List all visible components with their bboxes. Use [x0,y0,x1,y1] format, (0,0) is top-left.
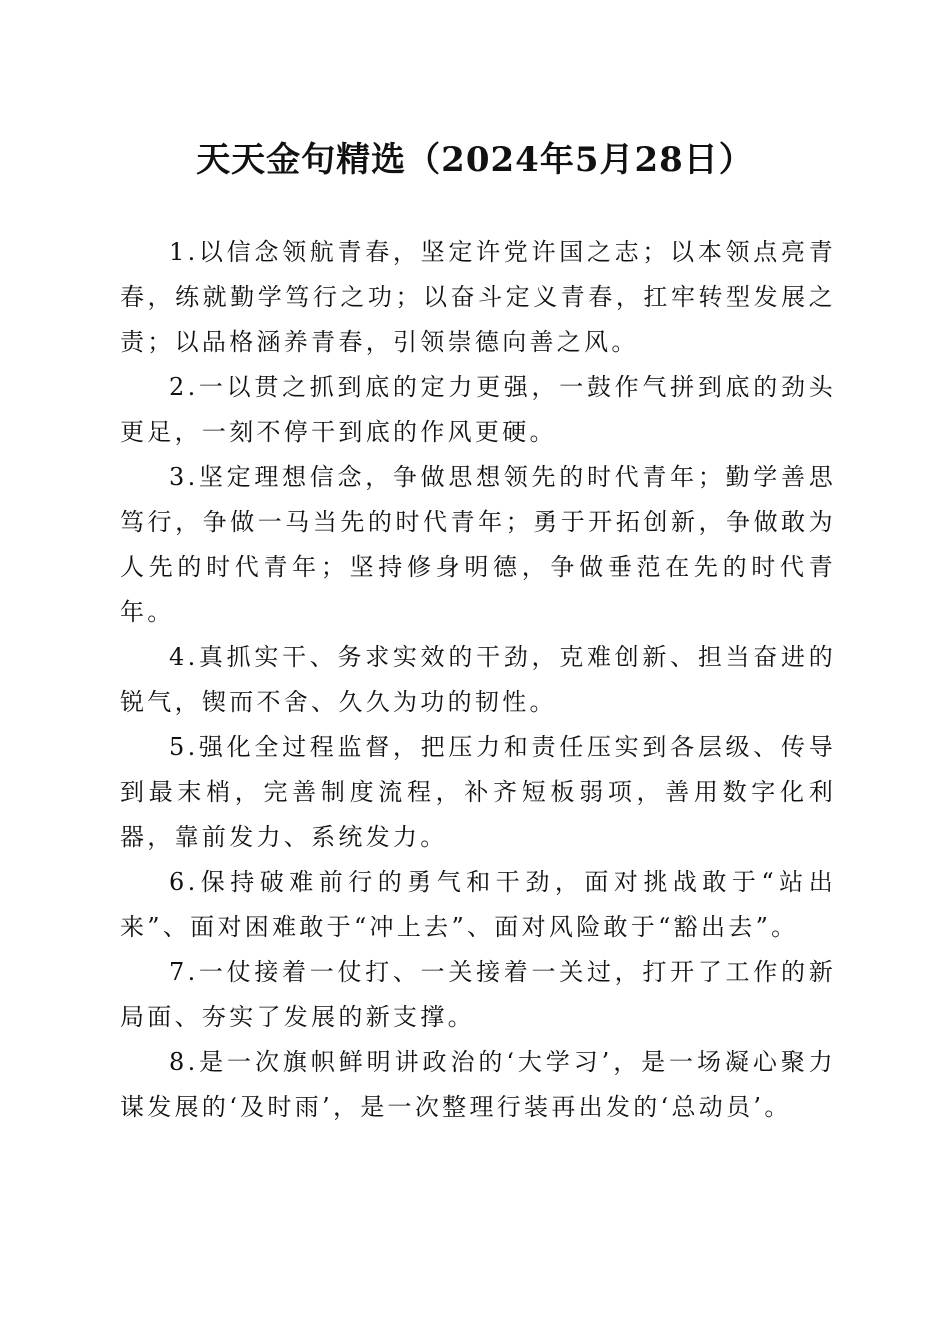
paragraph-5: 5.强化全过程监督，把压力和责任压实到各层级、传导到最末梢，完善制度流程，补齐短板弱项，善用数字化利器，靠前发力、系统发力。 [120,733,836,851]
document-body [120,230,836,1130]
paragraph-2: 2.一以贯之抓到底的定力更强，一鼓作气拼到底的劲头更足，一刻不停干到底的作风更硬。 [120,373,836,446]
paragraph-1: 1.以信念领航青春，坚定许党许国之志；以本领点亮青春，练就勤学笃行之功；以奋斗定义青春，扛牢转型发展之责；以品格涵养青春，引领崇德向善之风。 [120,238,836,356]
paragraph-4: 4.真抓实干、务求实效的干劲，克难创新、担当奋进的锐气，锲而不舍、久久为功的韧性。 [120,643,836,716]
paragraph-7: 7.一仗接着一仗打、一关接着一关过，打开了工作的新局面、夯实了发展的新支撑。 [120,958,836,1031]
paragraph-6: 6.保持破难前行的勇气和干劲，面对挑战敢于“站出来”、面对困难敢于“冲上去”、面对风险敢于“豁出去”。 [120,868,836,941]
paragraph-3: 3.坚定理想信念，争做思想领先的时代青年；勤学善思笃行，争做一马当先的时代青年；勇于开拓创新，争做敢为人先的时代青年；坚持修身明德，争做垂范在先的时代青年。 [120,463,836,626]
document-title: 天天金句精选（2024年5月28日） [196,140,754,180]
paragraph-8: 8.是一次旗帜鲜明讲政治的‘大学习’，是一场凝心聚力谋发展的‘及时雨’，是一次整理行装再出发的‘总动员’。 [120,1048,836,1121]
